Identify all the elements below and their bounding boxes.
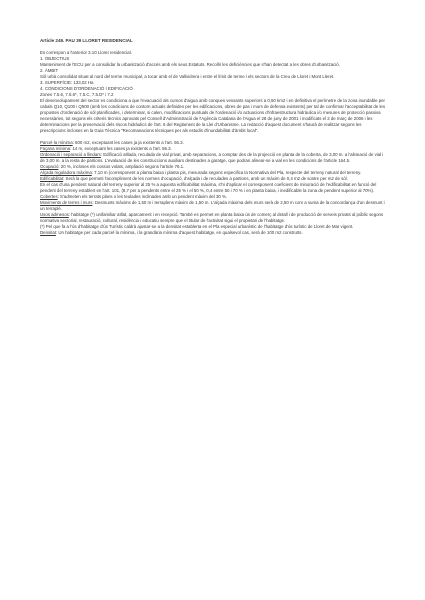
- article-title: Article 249. PAU 39 LLORET RESIDENCIAL: [40, 38, 133, 43]
- intro-text: Es correspon a l'anterior 3.10 Lloret residencial.: [40, 50, 132, 55]
- section-2-heading: 2. ÀMBIT: [40, 68, 59, 73]
- section-4-zones: Zones 7.5.6, 7.5.6*, 7.5.C, 7.5.D* i 7.2: [40, 92, 114, 97]
- article-body: [40, 38, 388, 236]
- moviments-text: : Desmunts màxims de 1,50 m i terraplens màxim de 1,50 m. L'alçada màxima dels murs serà de 2,50 m com a suma de la concordança d'un desmunt i un terraplè.: [40, 200, 385, 211]
- facana-text: : 14 m, exceptuant les cases ja existents a l'art. 56.3.: [70, 146, 172, 151]
- section-3-surface: 3. SUPERFÍCIE: 133,02 Ha: [40, 80, 94, 85]
- alcada-label: Alçada reguladora màxima: [40, 170, 92, 175]
- cobertes-text: : S'admeten els terrats plans o les teulades inclinades amb un pendent màxim del 30 %.: [57, 194, 228, 199]
- parcela-text: : 600 m2, exceptuant les cases ja ja existents a l'art. 56.3.: [72, 140, 184, 145]
- usos-paragraph: [40, 212, 388, 224]
- usos-text: : habitatge (*) unifamiliar aïllat, aparcament i en recepció. També es permet en planta baixa ús de comerç al detall i de producció de serveis privats al públic segons normativa sectorial, restauració, cultural, residència i educatiu sempre que el titular de l'activitat sigui el propietari de l'habitatge.: [40, 212, 384, 223]
- usos-label: Usos admesos: [40, 212, 69, 217]
- nota-paragraph: (*) Pel que fa a l'ús d'habitatge d'ús Turístic caldrà ajustar-se a la densitat establerta en el Pla especial urbanístic de l'habitatge d'ús turístic de Lloret de Mar vigent.: [40, 224, 354, 229]
- edificabilitat-text: : Serà la que permeti l'acompliment de les normes d'ocupació, d'alçada i de reculades a partions, amb un màxim de 0,4 m2 de sostre per m2 de sòl.: [63, 176, 348, 181]
- section-4-text: El desenvolupament del sector es condiciona a que l'evacuació als cursos d'aigua amb conques vessants superiors a 0,50 km2 i en definitiva el perímetre de la zona inundable per cabals Q10, Q100 i Q500 (amb les condicions de contorn actuals definides per les edificacions, obres de pas i murs de defensa existents) per tal de confirmar l'acceptabilitat de les propostes d'ordenació de sòl planificades, i determinar, si calen, modificacions puntuals de l'ordenació i/o actuacions d'infraestructura hidràulica i/o mesures de protecció passiva necessàries, tot segons els criteris tècnics aprovats pel Consell d'Administració de l'Agència Catalana de l'Aigua el 28 de juny de 2001 i modificats el 2 de març de 2006 i les determinacions per la preservació dels riscos hidràulics de l'art. 6 del Reglament de la Llei d'Urbanisme. La redacció d'aquest document s'haurà de realitzar segons les prescripcions incloses en la Guia Tècnica "Recomanacions tècniques per als estudis d'inundabilitat d'àmbit local".: [40, 98, 386, 133]
- moviments-paragraph: [40, 200, 388, 212]
- densitat-text: : Un habitatge per cada parcel·la mínima, i la grandària mínima d'aquest habitatge, en qualsevol cas, serà de 100 m2 construïts.: [55, 230, 303, 235]
- section-4-heading: 4. CONDICIONS D'ORDENACIÓ I EDIFICACIÓ: [40, 86, 133, 91]
- ordenacio-label: Ordenació i separació a llindars: [40, 152, 101, 157]
- ordenacio-paragraph: [40, 152, 388, 164]
- moviments-label: Moviments de terres i murs: [40, 200, 93, 205]
- pendent-paragraph: En el cas d'una pendent natural del terreny superior al 25 % a aquesta edificabilitat màxima, s'hi d'aplicar el corresponent coeficient de minoració de l'edificabilitat en funció del pendent del terreny establert en l'art. 101, (8,7 per a pendents entre el 25 % i el 50 %, 0,4 entre 50 i 70 % i en planta baixa, i inedificable la zona de pendent superior al 70%).: [40, 182, 377, 193]
- section-1-text: Manteniment de l'ECU per a consolidar la urbanització d'accés amb els seus Estatuts. Recollir les deficiències que s'han detectat a les obres d'urbanització.: [40, 62, 340, 67]
- edificabilitat-label: Edificabilitat: [40, 176, 64, 181]
- densitat-label: Densitat: [40, 230, 56, 235]
- ocupacio-label: Ocupació: [40, 164, 59, 169]
- facana-label: Façana mínima: [40, 146, 70, 151]
- cobertes-label: Cobertes: [40, 194, 58, 199]
- section-1-heading: 1. OBJECTIUS: [40, 56, 70, 61]
- alcada-text: : 7,10 m (corresponent a planta baixa i planta pis, mesurada segons especifica la Normativa del Pla, respecte del terreny natural del terreny.: [91, 170, 362, 175]
- ocupacio-text: : 20 %, incloses els cossos volats, ampliació segons l'article 76.1.: [58, 164, 185, 169]
- ordenacio-text: : Edificació aïllada, reculada de vial privat, amb separacions, a comptar des de la projecció en planta de la coberta, de 3,00 m. a l'alineació de vial i de 3,00 m. a la resta de partions. L'evaluació de les construccions auxiliars destinades a garatge, que podran alinear-se a vial en les condicions de l'article 164.5.: [40, 152, 384, 163]
- section-2-text: Sòl urbà consolidat situat al nord del terme municipal, a tocar amb el de Vallvidrera i entre el límit de terme i els sectors de la Creu de Lloret i Mont Lleret.: [40, 74, 335, 79]
- densitat-paragraph: [40, 230, 388, 236]
- parcela-label: Parcel·la mínima: [40, 140, 73, 145]
